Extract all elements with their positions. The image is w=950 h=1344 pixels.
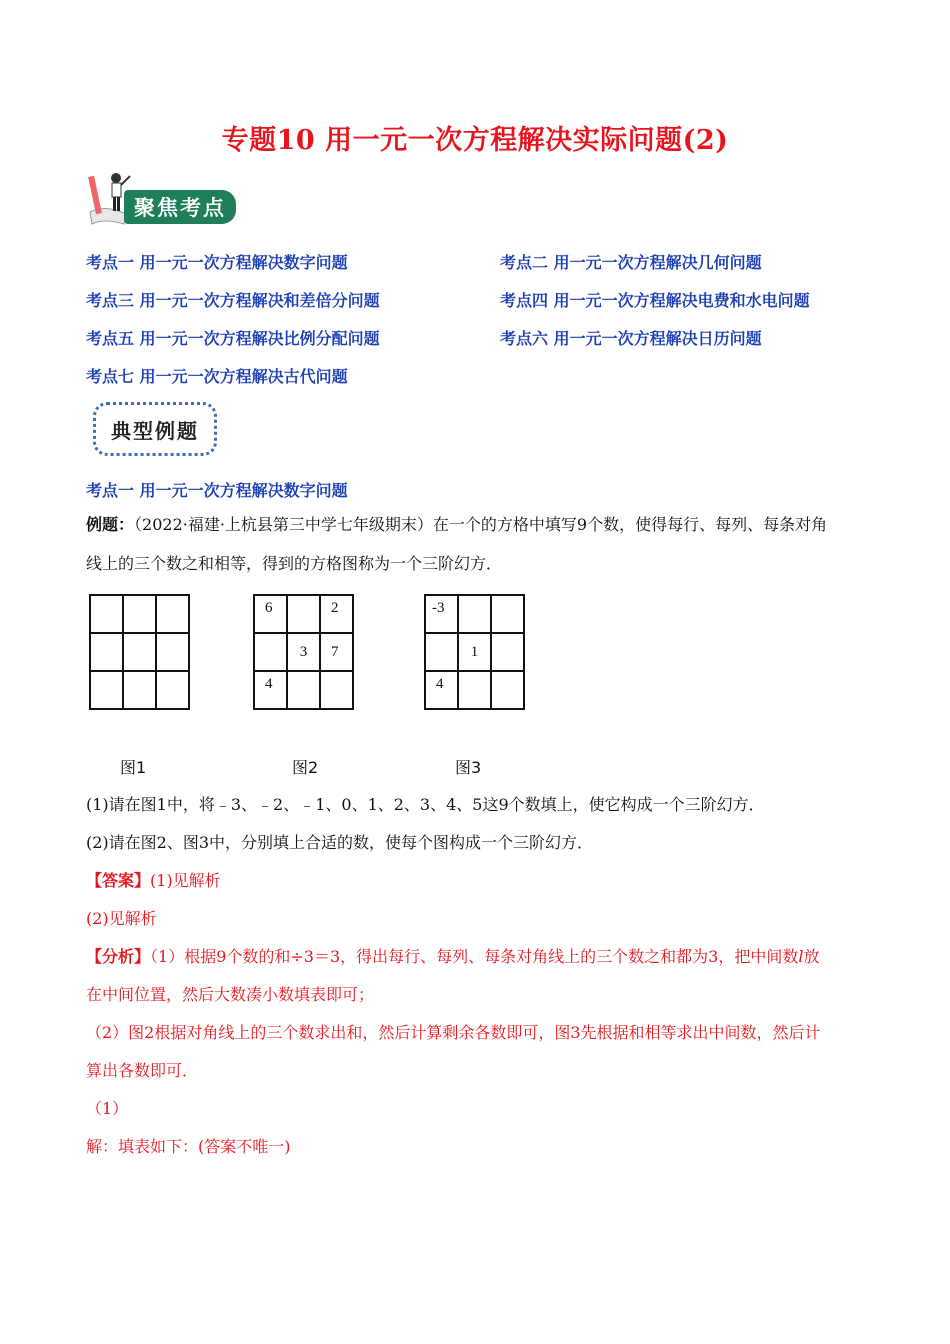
grid1-cell	[91, 634, 124, 672]
analysis-line-1	[86, 938, 819, 976]
topic-4: 考点四 用一元一次方程解决电费和水电问题	[500, 291, 810, 310]
grid3-cell: -3	[426, 596, 459, 634]
solution-line: 解：填表如下：(答案不唯一)	[86, 1137, 291, 1156]
answer-text-1: (1)见解析	[150, 871, 221, 890]
grid1-cell	[91, 596, 124, 634]
grid3-cell	[459, 596, 492, 634]
topic-2: 考点二 用一元一次方程解决几何问题	[500, 253, 762, 272]
grid1-cell	[124, 672, 157, 710]
answer-line-2: (2)见解析	[86, 909, 157, 928]
example-line-1	[86, 506, 827, 544]
grid1-cell	[124, 634, 157, 672]
analysis-line-4: 算出各数即可．	[86, 1061, 199, 1080]
solution-part: （1）	[86, 1099, 129, 1118]
grid3-cell	[492, 634, 525, 672]
grid2-cell: 4	[255, 672, 288, 710]
grid2-cell: 2	[321, 596, 354, 634]
grid1-cell	[157, 634, 190, 672]
grid1-cell	[157, 596, 190, 634]
answer-line-1	[86, 862, 221, 900]
topic-3: 考点三 用一元一次方程解决和差倍分问题	[86, 291, 380, 310]
analysis-label: 【分析】	[86, 947, 151, 966]
magic-square-figure-2	[253, 594, 354, 710]
analysis-italic-l: l	[798, 947, 804, 966]
examples-banner: 典型例题	[93, 402, 217, 456]
grid3-cell	[426, 634, 459, 672]
magic-square-figure-3	[424, 594, 525, 710]
grid2-cell	[321, 672, 354, 710]
topic-7: 考点七 用一元一次方程解决古代问题	[86, 367, 348, 386]
topic-5: 考点五 用一元一次方程解决比例分配问题	[86, 329, 380, 348]
grid2-cell: 3	[288, 634, 321, 672]
analysis-line-2: 在中间位置，然后大数凑小数填表即可；	[86, 985, 375, 1004]
grid2-cell	[255, 634, 288, 672]
figure-1-label: 图1	[120, 758, 147, 777]
focus-banner-label: 聚焦考点	[124, 190, 236, 224]
grid3-cell: 4	[426, 672, 459, 710]
question-1: (1)请在图1中，将﹣3、﹣2、﹣1、0、1、2、3、4、5这9个数填上，使它构成一个三阶幻方．	[86, 795, 765, 814]
grid3-cell	[492, 596, 525, 634]
answer-label: 【答案】	[86, 871, 151, 890]
grid2-cell: 7	[321, 634, 354, 672]
section-topic: 考点一 用一元一次方程解决数字问题	[86, 481, 348, 500]
figure-3-label: 图3	[455, 758, 482, 777]
example-text-1: （2022·福建·上杭县第三中学七年级期末）在一个的方格中填写9个数，使得每行、每列、每条对角	[134, 515, 828, 534]
grid3-cell: 1	[459, 634, 492, 672]
magic-square-figure-1	[89, 594, 190, 710]
grid3-cell	[492, 672, 525, 710]
grid3-cell	[459, 672, 492, 710]
analysis-line-3: （2）图2根据对角线上的三个数求出和，然后计算剩余各数即可，图3先根据和相等求出中间数，然后计	[86, 1023, 821, 1042]
page-title: 专题10 用一元一次方程解决实际问题(2)	[221, 125, 729, 156]
grid1-cell	[157, 672, 190, 710]
analysis-text-1-end: 放	[803, 947, 820, 966]
example-line-2: 线上的三个数之和相等，得到的方格图称为一个三阶幻方．	[86, 554, 503, 573]
grid2-cell	[288, 596, 321, 634]
focus-banner	[86, 168, 246, 226]
grid2-cell: 6	[255, 596, 288, 634]
grid1-cell	[124, 596, 157, 634]
topic-1: 考点一 用一元一次方程解决数字问题	[86, 253, 348, 272]
example-label: 例题：	[86, 515, 135, 534]
grid1-cell	[91, 672, 124, 710]
figure-2-label: 图2	[292, 758, 319, 777]
question-2: (2)请在图2、图3中，分别填上合适的数，使每个图构成一个三阶幻方．	[86, 833, 594, 852]
analysis-text-1: （1）根据9个数的和÷3＝3，得出每行、每列、每条对角线上的三个数之和都为3，把中间数	[150, 947, 799, 966]
topic-6: 考点六 用一元一次方程解决日历问题	[500, 329, 762, 348]
grid2-cell	[288, 672, 321, 710]
